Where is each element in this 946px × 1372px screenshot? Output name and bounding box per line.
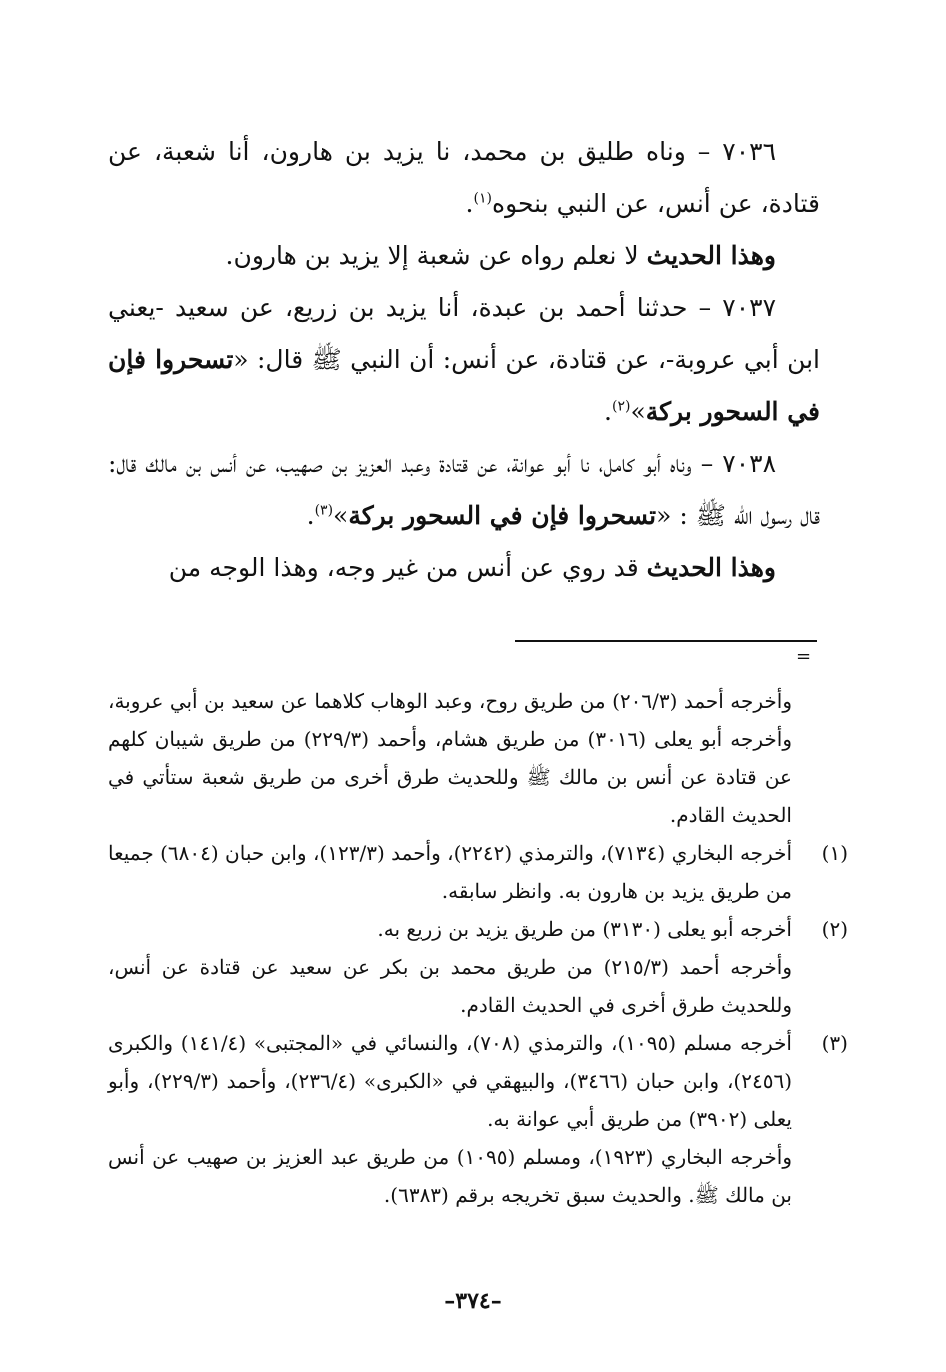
footnote-number: (٣)	[821, 1031, 848, 1055]
text-run: .	[465, 189, 474, 218]
footnote-1	[108, 834, 848, 910]
text-run: »	[630, 397, 646, 426]
footnote-3	[108, 1024, 848, 1138]
text-run: ٧٠٣٨ – وناه أبو كامل، نا أبو عوانة، عن قتادة وعبد العزيز بن صهيب، عن أنس بن مالك قال: قال رسول الله ﷺ : «	[108, 449, 820, 530]
footnote-number: (١)	[821, 841, 848, 865]
footnote-3-extra	[108, 1138, 820, 1214]
footnote-ref[interactable]: (٢)	[611, 398, 631, 415]
hadith-7036	[108, 126, 820, 230]
footnote-continued	[108, 682, 820, 834]
footnote-2-extra	[108, 948, 820, 1024]
comment-7036	[108, 230, 820, 282]
footnote-text: وأخرجه البخاري (١٩٢٣)، ومسلم (١٠٩٥) من طريق عبد العزيز بن صهيب عن أنس بن مالك ﷺ. والحديث سبق تخريجه برقم (٦٣٨٣).	[108, 1145, 793, 1207]
footnote-2	[108, 910, 848, 948]
prophetic-saying: تسحروا فإن في السحور بركة	[108, 345, 820, 426]
text-run: ٧٠٣٧ – حدثنا أحمد بن عبدة، أنا يزيد بن زريع، عن سعيد -يعني ابن أبي عروبة-، عن قتادة، عن أنس: أن النبي ﷺ قال: «	[108, 293, 820, 374]
text-run: لا نعلم رواه عن شعبة إلا يزيد بن هارون.	[225, 241, 647, 270]
bold-phrase: وهذا الحديث	[646, 553, 776, 582]
footnote-ref[interactable]: (٣)	[314, 502, 334, 519]
prophetic-saying: تسحروا فإن في السحور بركة	[348, 501, 657, 530]
page-number: –٣٧٤–	[444, 1288, 502, 1314]
text-run: .	[306, 501, 315, 530]
footnote-text: وأخرجه أحمد (٢٠٦/٣) من طريق روح، وعبد الوهاب كلاهما عن سعيد بن أبي عروبة، وأخرجه أبو يعلى (٣٠١٦) من طريق هشام، وأحمد (٢٢٩/٣) من طريق شيبان كلهم عن قتادة عن أنس بن مالك ﷺ وللحديث طرق أخرى من طريق شعبة ستأتي في الحديث القادم.	[108, 689, 792, 827]
footnote-text: أخرجه مسلم (١٠٩٥)، والترمذي (٧٠٨)، والنسائي في «المجتبى» (١٤١/٤) والكبرى (٢٤٥٦)، وابن حبان (٣٤٦٦)، والبيهقي في «الكبرى» (٢٣٦/٤)، وأحمد (٢٢٩/٣)، وأبو يعلى (٣٩٠٢) من طريق أبي عوانة به.	[108, 1031, 792, 1131]
text-run: »	[333, 501, 349, 530]
text-run: قد روي عن أنس من غير وجه، وهذا الوجه من	[168, 553, 647, 582]
continuation-mark: =	[796, 646, 812, 667]
hadith-7037	[108, 282, 820, 438]
footnote-text: وأخرجه أحمد (٢١٥/٣) من طريق محمد بن بكر عن سعيد عن قتادة عن أنس، وللحديث طرق أخرى في الحديث القادم.	[108, 955, 793, 1017]
footnote-text: أخرجه البخاري (٧١٣٤)، والترمذي (٢٢٤٢)، وأحمد (١٢٣/٣)، وابن حبان (٦٨٠٤) جميعا من طريق يزيد بن هارون به. وانظر سابقه.	[108, 841, 792, 903]
main-text	[108, 126, 820, 594]
hadith-7038	[108, 438, 820, 542]
footnote-ref[interactable]: (١)	[473, 190, 492, 207]
footnote-number: (٢)	[821, 917, 848, 941]
footnotes	[108, 682, 848, 1214]
text-run: .	[604, 397, 612, 426]
footnote-text: أخرجه أبو يعلى (٣١٣٠) من طريق يزيد بن زريع به.	[377, 917, 792, 941]
footnote-separator	[515, 640, 817, 642]
bold-phrase: وهذا الحديث	[646, 241, 776, 270]
text-run: ٧٠٣٦ – وناه طليق بن محمد، نا يزيد بن هارون، أنا شعبة، عن قتادة، عن أنس، عن النبي بنحوه	[108, 137, 820, 218]
comment-7038	[108, 542, 820, 594]
